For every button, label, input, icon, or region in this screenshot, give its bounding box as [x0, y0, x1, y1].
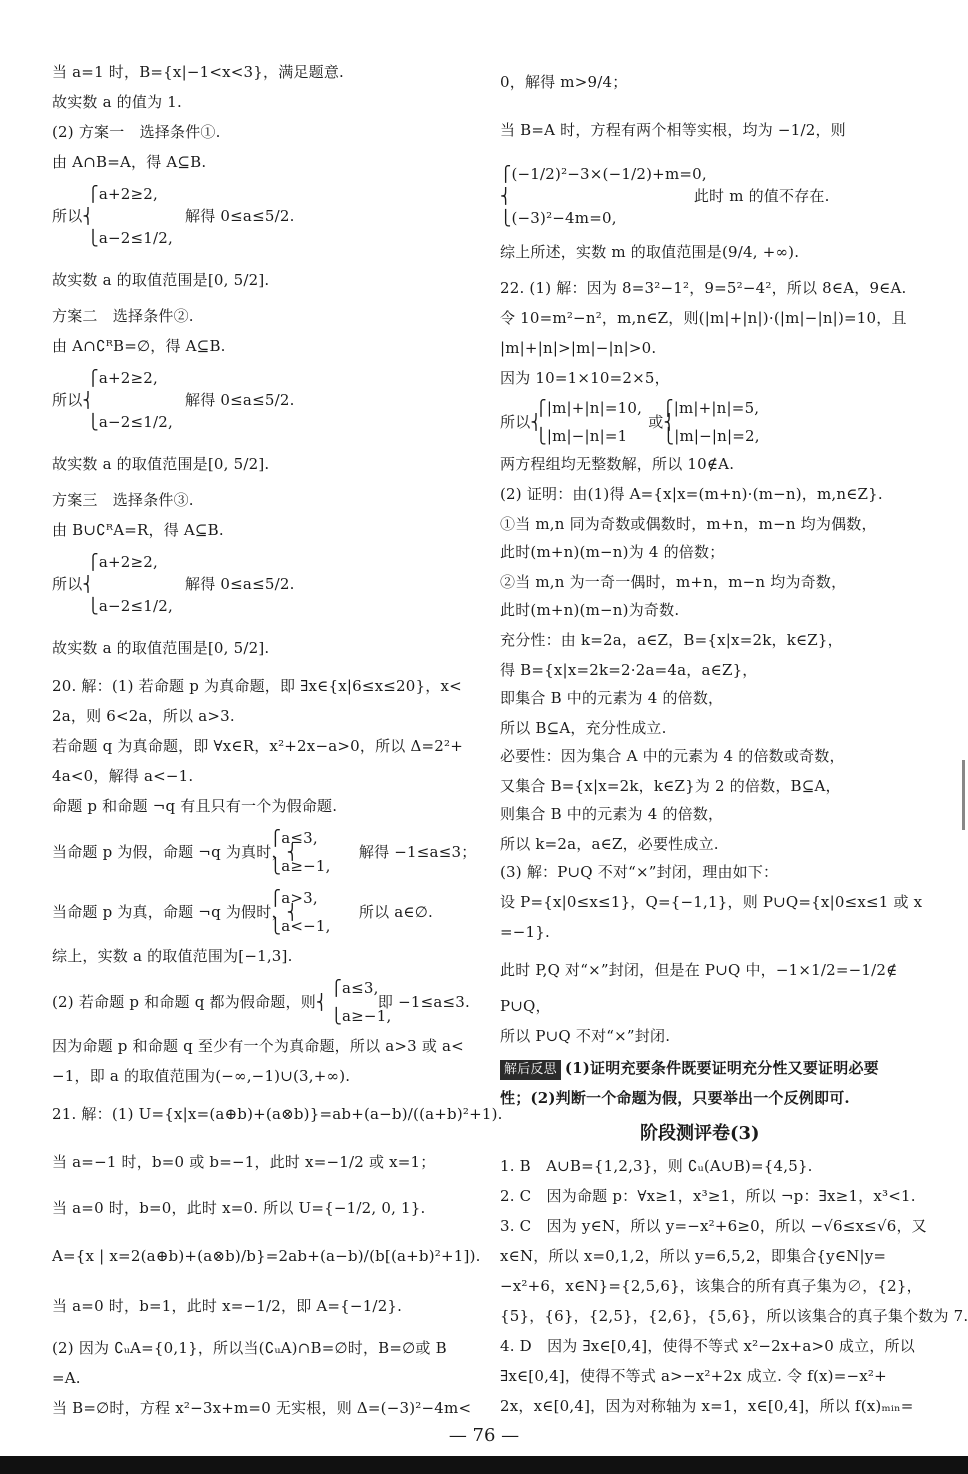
text-line: ⎨ 此时 m 的值不存在. — [500, 187, 830, 205]
text-line: 22. (1) 解：因为 8=3²−1²，9=5²−4²，所以 8∈A，9∈A. — [500, 279, 907, 297]
answer-line: ∃x∈[0,4]，使得不等式 a>−x²+2x 成立. 令 f(x)=−x²+ — [500, 1367, 887, 1385]
text-line: 当命题 p 为真，命题 ¬q 为假时，⎨ 所以 a∈∅. — [52, 903, 433, 921]
text-line: 两方程组均无整数解，所以 10∉A. — [500, 455, 735, 473]
text-line: 所以 B⊆A，充分性成立. — [500, 719, 667, 737]
text-line: 充分性：由 k=2a，a∈Z，B={x|x=2k，k∈Z}， — [500, 631, 843, 649]
text-line: (2) 因为 ∁ᵤA={0,1}，所以当(∁ᵤA)∩B=∅时，B=∅或 B — [52, 1339, 447, 1357]
text-line: 由 B∪∁ᴿA=R，得 A⊆B. — [52, 521, 224, 539]
text-line: 综上所述，实数 m 的取值范围是(9/4, +∞). — [500, 243, 800, 261]
text-line: 综上，实数 a 的取值范围为[−1,3]. — [52, 947, 293, 965]
bottom-bar — [0, 1456, 968, 1474]
text-line: 此时 P,Q 对“×”封闭，但是在 P∪Q 中，−1×1/2=−1/2∉ — [500, 961, 898, 979]
text-line: 0，解得 m>9/4； — [500, 73, 628, 91]
text-line: ⎧a≤3, — [52, 829, 318, 847]
text-line: ⎩a<−1, — [52, 917, 331, 935]
text-line: ⎧a+2≥2, — [52, 185, 158, 203]
text-line: 所以 k=2a，a∈Z，必要性成立. — [500, 835, 719, 853]
answer-line: 2x，x∈[0,4]，因为对称轴为 x=1，x∈[0,4]，所以 f(x)ₘᵢₙ= — [500, 1397, 914, 1415]
text-line: 此时(m+n)(m−n)为 4 的倍数； — [500, 543, 725, 561]
text-line: ⎩a≥−1, — [52, 857, 331, 875]
text-line: 若命题 q 为真命题，即 ∀x∈R，x²+2x−a>0，所以 Δ=2²+ — [52, 737, 463, 755]
text-line: −1，即 a 的取值范围为(−∞,−1)∪(3,+∞). — [52, 1067, 351, 1085]
text-line: 当命题 p 为假，命题 ¬q 为真时，⎨ 解得 −1≤a≤3； — [52, 843, 477, 861]
text-line: ⎧(−1/2)²−3×(−1/2)+m=0, — [500, 165, 707, 183]
text-line: 由 A∩B=A，得 A⊆B. — [52, 153, 207, 171]
answer-line: x∈N，所以 x=0,1,2，所以 y=6,5,2，即集合{y∈N|y= — [500, 1247, 887, 1265]
text-line: 方案三 选择条件③. — [52, 491, 194, 509]
text-line: 所以⎨ 或⎨ — [500, 413, 675, 431]
answer-line: {5}，{6}，{2,5}，{2,6}，{5,6}，所以该集合的真子集个数为 7. — [500, 1307, 968, 1325]
text-line: 当 a=0 时，b=1，此时 x=−1/2，即 A={−1/2}. — [52, 1297, 403, 1315]
text-line: (2) 若命题 p 和命题 q 都为假命题，则⎨ 即 −1≤a≤3. — [52, 993, 470, 1011]
reflection-text-1: (1)证明充要条件既要证明充分性又要证明必要 — [564, 1059, 879, 1077]
text-line: 则集合 B 中的元素为 4 的倍数， — [500, 805, 724, 823]
text-line: 方案二 选择条件②. — [52, 307, 194, 325]
text-line: ⎧a+2≥2, — [52, 369, 158, 387]
text-line: 又集合 B={x|x=2k，k∈Z}为 2 的倍数，B⊆A， — [500, 777, 841, 795]
text-line: 必要性：因为集合 A 中的元素为 4 的倍数或奇数， — [500, 747, 845, 765]
text-line: ②当 m,n 为一奇一偶时，m+n，m−n 均为奇数， — [500, 573, 847, 591]
text-line: =A. — [52, 1369, 81, 1387]
text-line: P∪Q， — [500, 997, 551, 1015]
text-line: (3) 解：P∪Q 不对“×”封闭，理由如下： — [500, 863, 779, 881]
text-line: ⎩a−2≤1/2, — [52, 229, 173, 247]
text-line: ⎩(−3)²−4m=0, — [500, 209, 617, 227]
text-line: 当 a=0 时，b=0，此时 x=0. 所以 U={−1/2, 0, 1}. — [52, 1199, 426, 1217]
text-line: A={x | x=2(a⊕b)+(a⊗b)/b}=2ab+(a−b)/(b[(a+b)²+1]). — [52, 1247, 481, 1265]
text-line: 令 10=m²−n²，m,n∈Z，则(|m|+|n|)·(|m|−|n|)=10，且 — [500, 309, 907, 327]
text-line: 4a<0，解得 a<−1. — [52, 767, 194, 785]
text-line: ⎩a≥−1, — [52, 1007, 392, 1025]
text-line: 当 B=A 时，方程有两个相等实根，均为 −1/2，则 — [500, 121, 846, 139]
text-line: ⎩a−2≤1/2, — [52, 413, 173, 431]
text-line: 故实数 a 的取值范围是[0, 5/2]. — [52, 271, 270, 289]
page-number: — 76 — — [448, 1425, 520, 1446]
text-line: (2) 方案一 选择条件①. — [52, 123, 221, 141]
text-line: 2a，则 6<2a，所以 a>3. — [52, 707, 235, 725]
text-line: 21. 解：(1) U={x|x=(a⊕b)+(a⊗b)}=ab+(a−b)/((a+b)²+1). — [52, 1105, 503, 1123]
answer-line: 4. D 因为 ∃x∈[0,4]，使得不等式 x²−2x+a>0 成立，所以 — [500, 1337, 915, 1355]
text-line: ①当 m,n 同为奇数或偶数时，m+n，m−n 均为偶数， — [500, 515, 877, 533]
text-line: 故实数 a 的值为 1. — [52, 93, 182, 111]
text-line: 故实数 a 的取值范围是[0, 5/2]. — [52, 455, 270, 473]
answer-line: −x²+6，x∈N}={2,5,6}，该集合的所有真子集为∅，{2}， — [500, 1277, 922, 1295]
text-line: ⎧a≤3, — [52, 979, 379, 997]
text-line: (2) 证明：由(1)得 A={x|x=(m+n)·(m−n)，m,n∈Z}. — [500, 485, 883, 503]
page-edge-mark — [962, 760, 965, 830]
text-line: ⎧a+2≥2, — [52, 553, 158, 571]
text-line: 设 P={x|0≤x≤1}，Q={−1,1}，则 P∪Q={x|0≤x≤1 或 x — [500, 893, 923, 911]
reflection-tag: 解后反思 — [500, 1060, 561, 1080]
text-line: =−1}. — [500, 923, 550, 941]
text-line: 当 a=−1 时，b=0 或 b=−1，此时 x=−1/2 或 x=1； — [52, 1153, 436, 1171]
text-line: 当 a=1 时，B={x|−1<x<3}，满足题意. — [52, 63, 345, 81]
text-line: ⎩|m|−|n|=1 ⎩|m|−|n|=2, — [500, 427, 760, 445]
reflection-line-1 — [500, 1058, 879, 1080]
text-line: 所以⎨ 解得 0≤a≤5/2. — [52, 575, 295, 593]
text-line: 所以 P∪Q 不对“×”封闭. — [500, 1027, 671, 1045]
reflection-line-2: 性；(2)判断一个命题为假，只要举出一个反例即可. — [500, 1089, 850, 1107]
text-line: 所以⎨ 解得 0≤a≤5/2. — [52, 207, 295, 225]
text-line: ⎧|m|+|n|=10, ⎧|m|+|n|=5, — [500, 399, 760, 417]
answer-line: 2. C 因为命题 p：∀x≥1，x³≥1，所以 ¬p：∃x≥1，x³<1. — [500, 1187, 916, 1205]
section-title: 阶段测评卷(3) — [640, 1123, 760, 1144]
text-line: 得 B={x|x=2k=2·2a=4a，a∈Z}， — [500, 661, 758, 679]
text-line: 当 B=∅时，方程 x²−3x+m=0 无实根，则 Δ=(−3)²−4m< — [52, 1399, 472, 1417]
text-line: 命题 p 和命题 ¬q 有且只有一个为假命题. — [52, 797, 338, 815]
text-line: 20. 解：(1) 若命题 p 为真命题，即 ∃x∈{x|6≤x≤20}，x< — [52, 677, 462, 695]
text-line: ⎩a−2≤1/2, — [52, 597, 173, 615]
text-line: 即集合 B 中的元素为 4 的倍数， — [500, 689, 724, 707]
text-line: 因为 10=1×10=2×5， — [500, 369, 670, 387]
text-line: 此时(m+n)(m−n)为奇数. — [500, 601, 680, 619]
text-line: |m|+|n|>|m|−|n|>0. — [500, 339, 657, 357]
answer-line: 1. B A∪B={1,2,3}，则 ∁ᵤ(A∪B)={4,5}. — [500, 1157, 813, 1175]
text-line: 由 A∩∁ᴿB=∅，得 A⊆B. — [52, 337, 226, 355]
text-line: 所以⎨ 解得 0≤a≤5/2. — [52, 391, 295, 409]
answer-line: 3. C 因为 y∈N，所以 y=−x²+6≥0，所以 −√6≤x≤√6，又 — [500, 1217, 927, 1235]
text-line: ⎧a>3, — [52, 889, 318, 907]
text-line: 因为命题 p 和命题 q 至少有一个为真命题，所以 a>3 或 a< — [52, 1037, 464, 1055]
text-line: 故实数 a 的取值范围是[0, 5/2]. — [52, 639, 270, 657]
